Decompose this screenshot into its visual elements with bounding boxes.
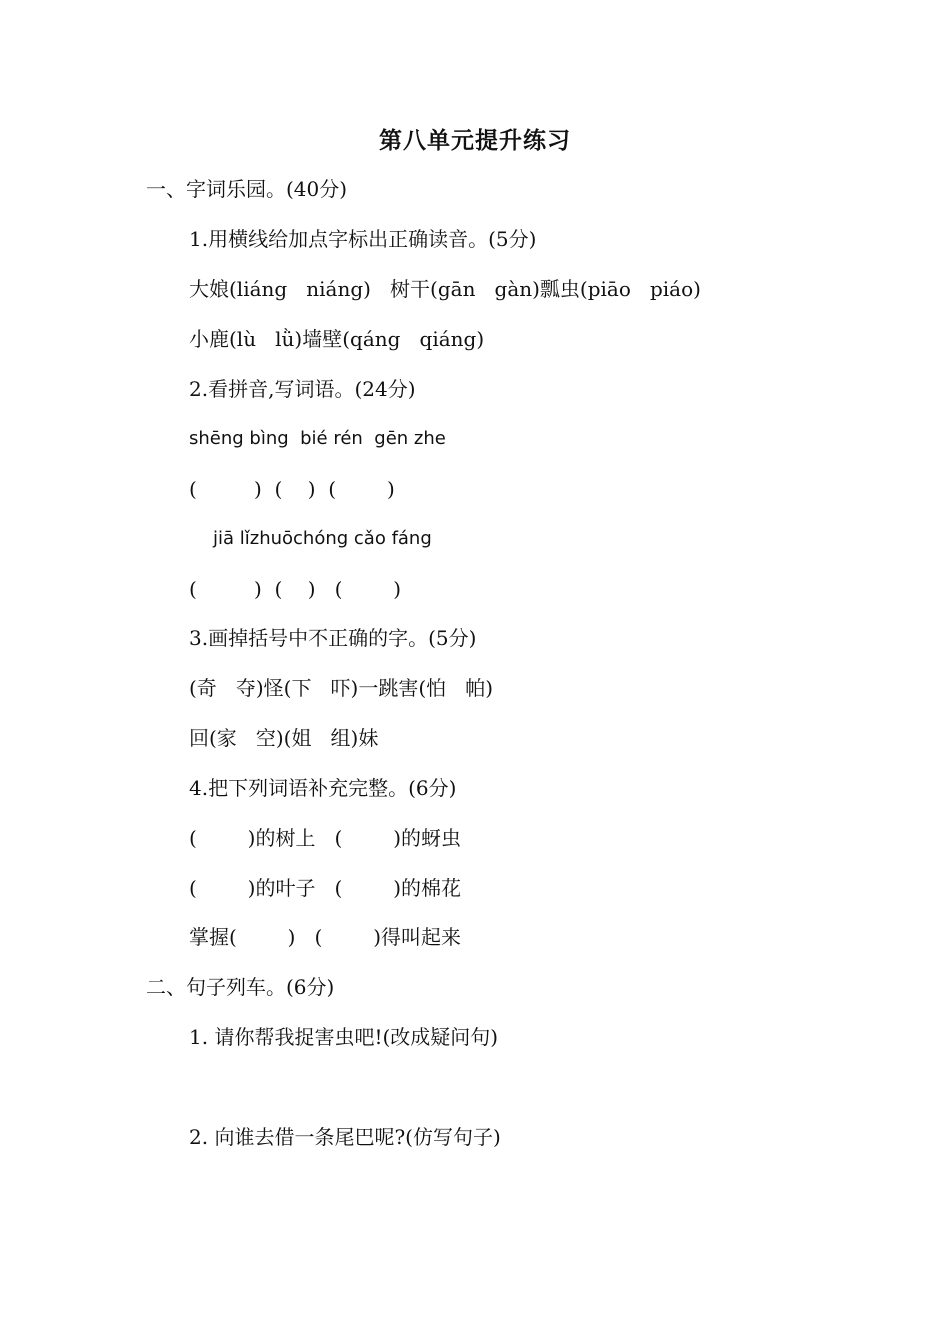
q3-prompt: 3.画掉括号中不正确的字。(5分) <box>189 626 477 650</box>
q2-pinyin-row-1: shēng bìng bié rén gēn zhe <box>189 428 446 449</box>
q3-row-2: 回(家 空)(姐 组)妹 <box>189 726 379 750</box>
q1-row-2: 小鹿(lù lǜ)墙壁(qáng qiáng) <box>189 327 485 351</box>
q4-prompt: 4.把下列词语补充完整。(6分) <box>189 776 457 800</box>
q4-row-1: ( )的树上 ( )的蚜虫 <box>189 826 462 850</box>
q2-blank-row-2: ( ) ( ) ( ) <box>189 577 402 601</box>
q4-row-3: 掌握( ) ( )得叫起来 <box>189 925 462 949</box>
section1-heading: 一、字词乐园。(40分) <box>146 177 348 201</box>
q2-prompt: 2.看拼音,写词语。(24分) <box>189 377 416 401</box>
q4-row-2: ( )的叶子 ( )的棉花 <box>189 876 462 900</box>
page-title: 第八单元提升练习 <box>379 128 571 154</box>
section2-heading: 二、句子列车。(6分) <box>146 975 335 999</box>
q3-row-1: (奇 夺)怪(下 吓)一跳害(怕 帕) <box>189 676 494 700</box>
q1-prompt: 1.用横线给加点字标出正确读音。(5分) <box>189 227 537 251</box>
s2-q2: 2. 向谁去借一条尾巴呢?(仿写句子) <box>189 1125 501 1149</box>
q2-blank-row-1: ( ) ( ) ( ) <box>189 477 395 501</box>
q1-row-1: 大娘(liáng niáng) 树干(gān gàn)瓢虫(piāo piáo) <box>189 277 701 301</box>
q2-pinyin-row-2: jiā lǐzhuōchóng cǎo fáng <box>213 528 432 549</box>
s2-q1: 1. 请你帮我捉害虫吧!(改成疑问句) <box>189 1025 499 1049</box>
